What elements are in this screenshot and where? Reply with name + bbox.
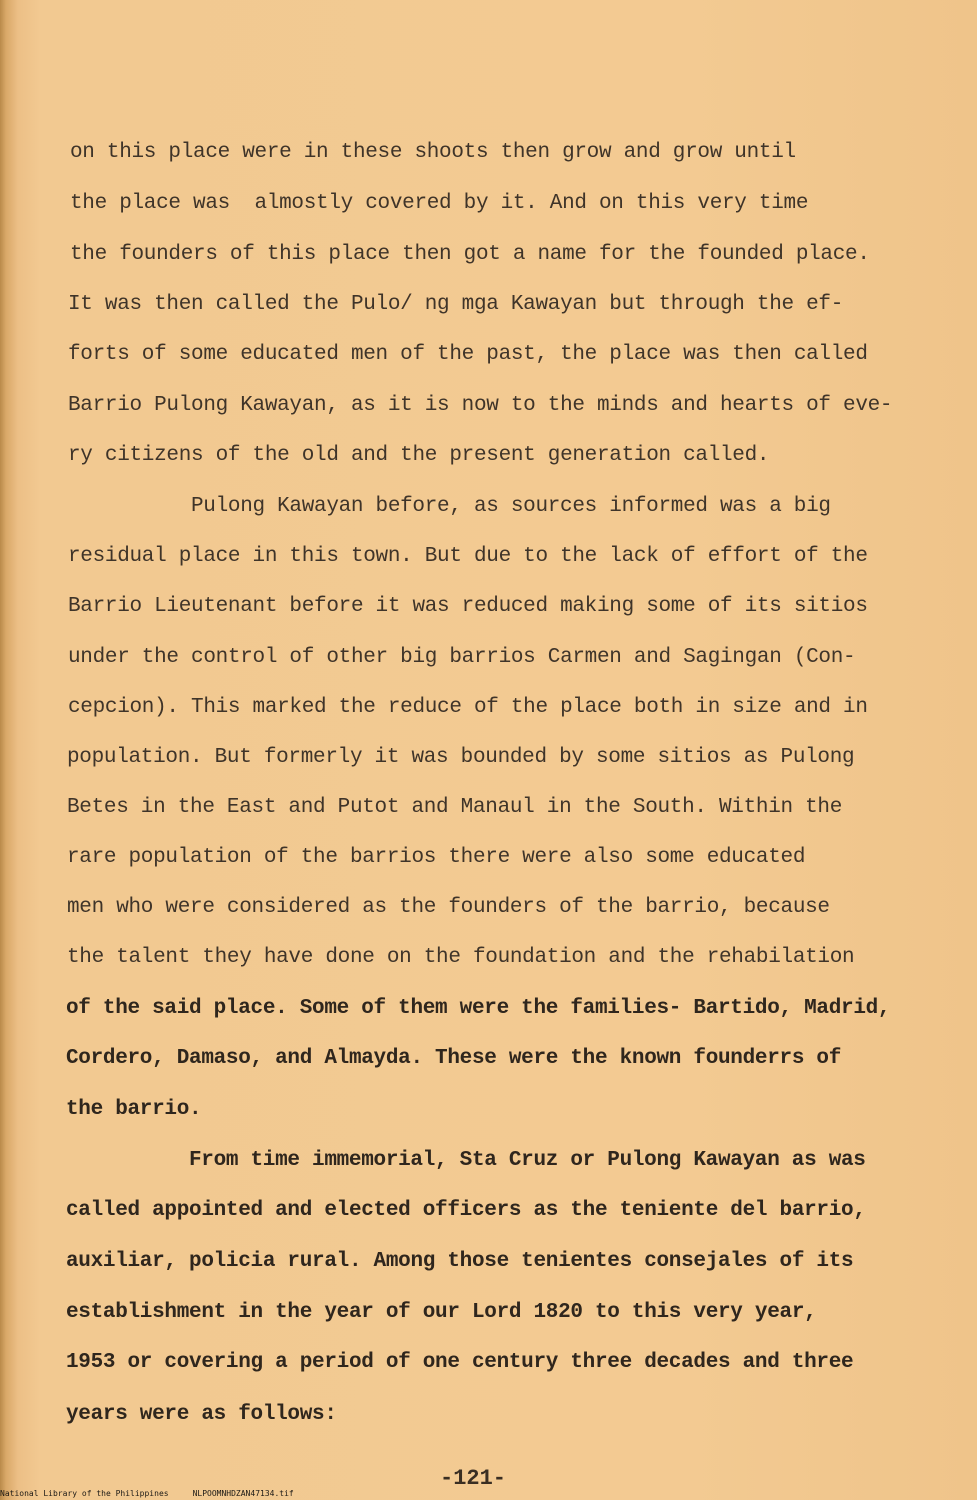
text-line: the founders of this place then got a name for the founded place. bbox=[70, 243, 870, 266]
text-line: Pulong Kawayan before, as sources informed was a big bbox=[191, 495, 831, 518]
text-line: forts of some educated men of the past, the place was then called bbox=[68, 343, 868, 366]
text-line: Barrio Pulong Kawayan, as it is now to the minds and hearts of eve- bbox=[68, 394, 893, 417]
text-line: It was then called the Pulo/ ng mga Kawayan but through the ef- bbox=[68, 293, 844, 316]
text-line: population. But formerly it was bounded by some sitios as Pulong bbox=[67, 746, 855, 769]
text-line: of the said place. Some of them were the families- Bartido, Madrid, bbox=[66, 997, 891, 1020]
footer-institution: National Library of the Philippines bbox=[0, 1489, 169, 1498]
text-line: establishment in the year of our Lord 1820 to this very year, bbox=[66, 1301, 817, 1324]
text-line: rare population of the barrios there were also some educated bbox=[67, 846, 806, 869]
scan-footer bbox=[0, 1489, 318, 1499]
text-line: on this place were in these shoots then grow and grow until bbox=[70, 141, 796, 164]
text-line: called appointed and elected officers as the teniente del barrio, bbox=[66, 1199, 866, 1222]
text-line: From time immemorial, Sta Cruz or Pulong Kawayan as was bbox=[189, 1149, 866, 1172]
text-line: cepcion). This marked the reduce of the place both in size and in bbox=[68, 696, 868, 719]
text-line: auxiliar, policia rural. Among those tenientes consejales of its bbox=[66, 1250, 854, 1273]
footer-file-name: NLPOOMNHDZAN47134.tif bbox=[192, 1489, 294, 1498]
text-line: 1953 or covering a period of one century three decades and three bbox=[66, 1351, 854, 1374]
text-line: ry citizens of the old and the present generation called. bbox=[68, 444, 770, 467]
text-line: Cordero, Damaso, and Almayda. These were the known founderrs of bbox=[66, 1047, 842, 1070]
text-line: the talent they have done on the foundation and the rehabilation bbox=[67, 946, 855, 969]
text-line: under the control of other big barrios Carmen and Sagingan (Con- bbox=[68, 646, 856, 669]
text-line: the place was almostly covered by it. And on this very time bbox=[70, 192, 809, 215]
text-line: years were as follows: bbox=[66, 1403, 337, 1426]
text-line: the barrio. bbox=[66, 1098, 202, 1121]
page-number: -121- bbox=[440, 1466, 507, 1491]
text-line: Barrio Lieutenant before it was reduced making some of its sitios bbox=[68, 595, 868, 618]
text-line: residual place in this town. But due to the lack of effort of the bbox=[68, 545, 868, 568]
text-line: Betes in the East and Putot and Manaul in the South. Within the bbox=[67, 796, 843, 819]
text-line: men who were considered as the founders of the barrio, because bbox=[67, 896, 830, 919]
